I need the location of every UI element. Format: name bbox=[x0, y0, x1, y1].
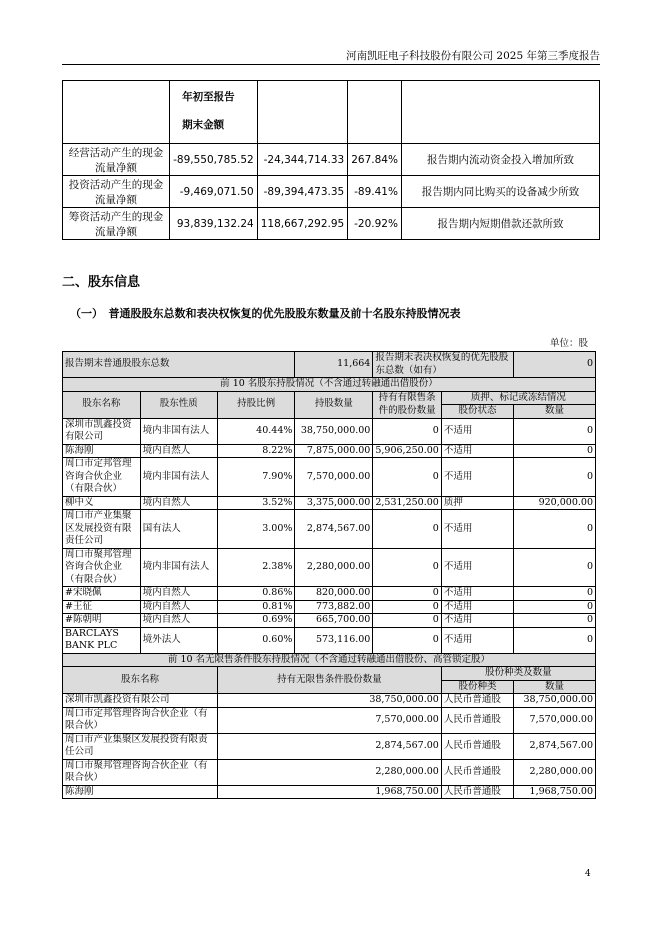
holder-restricted: 0 bbox=[373, 627, 441, 653]
holder-name: 周口市聚邦管理咨询合伙企业（有限合伙） bbox=[63, 548, 141, 587]
holder-ratio: 2.38% bbox=[217, 548, 295, 587]
cashflow-reason: 报告期内同比购买的设备减少所致 bbox=[401, 176, 599, 208]
holder-pledge-qty: 920,000.00 bbox=[514, 496, 596, 510]
holder-ratio: 3.00% bbox=[217, 510, 295, 549]
holder-status: 不适用 bbox=[441, 600, 513, 614]
table-row bbox=[63, 733, 596, 759]
holder-name: 深圳市凯鑫投资有限公司 bbox=[63, 418, 141, 444]
u-holder-qty: 2,280,000.00 bbox=[217, 759, 441, 785]
holder-qty: 665,700.00 bbox=[295, 614, 373, 628]
holder-nature: 境内自然人 bbox=[140, 600, 217, 614]
u-col-type-qty: 数量 bbox=[514, 680, 596, 694]
cashflow-item: 经营活动产生的现金流量净额 bbox=[63, 144, 170, 176]
cashflow-prior: -89,394,473.35 bbox=[257, 176, 348, 208]
holder-nature: 境内非国有法人 bbox=[140, 418, 217, 444]
cashflow-header-row bbox=[63, 81, 600, 144]
holder-restricted: 0 bbox=[373, 510, 441, 549]
col-ratio: 持股比例 bbox=[217, 391, 295, 418]
u-holder-type: 人民币普通股 bbox=[441, 733, 513, 759]
holder-qty: 573,116.00 bbox=[295, 627, 373, 653]
cashflow-reason: 报告期内短期借款还款所致 bbox=[401, 208, 599, 240]
holder-ratio: 0.60% bbox=[217, 627, 295, 653]
cashflow-table bbox=[62, 80, 600, 240]
holder-restricted: 0 bbox=[373, 587, 441, 601]
holder-nature: 境内自然人 bbox=[140, 444, 217, 458]
table-row bbox=[63, 548, 596, 587]
top10-title: 前 10 名股东持股情况（不含通过转融通出借股份） bbox=[63, 378, 596, 392]
holder-qty: 7,875,000.00 bbox=[295, 444, 373, 458]
pref-value: 0 bbox=[514, 352, 596, 378]
holder-status: 不适用 bbox=[441, 418, 513, 444]
pref-label: 报告期末表决权恢复的优先股股东总数（如有） bbox=[373, 352, 514, 378]
holder-status: 不适用 bbox=[441, 444, 513, 458]
u-holder-name: 周口市聚邦管理咨询合伙企业（有限合伙） bbox=[63, 759, 218, 785]
cashflow-prior: 118,667,292.95 bbox=[257, 208, 348, 240]
col-nature: 股东性质 bbox=[140, 391, 217, 418]
table-row bbox=[63, 444, 596, 458]
shareholders-table bbox=[62, 351, 596, 799]
u-holder-type: 人民币普通股 bbox=[441, 707, 513, 733]
holder-ratio: 0.81% bbox=[217, 600, 295, 614]
report-header: 河南凯旺电子科技股份有限公司 2025 年第三季度报告 bbox=[346, 50, 600, 62]
table-row bbox=[63, 614, 596, 628]
holder-qty: 38,750,000.00 bbox=[295, 418, 373, 444]
total-label: 报告期末普通股股东总数 bbox=[63, 352, 295, 378]
table-row bbox=[63, 600, 596, 614]
holder-pledge-qty: 0 bbox=[514, 548, 596, 587]
holder-qty: 773,882.00 bbox=[295, 600, 373, 614]
table-row bbox=[63, 694, 596, 708]
unrestricted-header bbox=[63, 667, 596, 681]
holder-status: 不适用 bbox=[441, 510, 513, 549]
u-holder-name: 周口市产业集聚区发展投资有限责任公司 bbox=[63, 733, 218, 759]
holder-qty: 2,874,567.00 bbox=[295, 510, 373, 549]
u-holder-type: 人民币普通股 bbox=[441, 785, 513, 799]
u-holder-type-qty: 2,874,567.00 bbox=[514, 733, 596, 759]
holder-name: 柳中义 bbox=[63, 496, 141, 510]
holder-ratio: 3.52% bbox=[217, 496, 295, 510]
holder-name: 陈海刚 bbox=[63, 444, 141, 458]
u-holder-name: 深圳市凯鑫投资有限公司 bbox=[63, 694, 218, 708]
header-rule bbox=[62, 64, 600, 65]
total-row bbox=[63, 352, 596, 378]
cashflow-change: -20.92% bbox=[348, 208, 402, 240]
holder-name: #陈朝明 bbox=[63, 614, 141, 628]
holder-nature: 境内自然人 bbox=[140, 496, 217, 510]
cashflow-change: 267.84% bbox=[348, 144, 402, 176]
col-name: 股东名称 bbox=[63, 391, 141, 418]
u-col-qty: 持有无限售条件股份数量 bbox=[217, 667, 441, 694]
table-row bbox=[63, 510, 596, 549]
table-row bbox=[63, 707, 596, 733]
table-row bbox=[63, 496, 596, 510]
holder-nature: 国有法人 bbox=[140, 510, 217, 549]
holder-pledge-qty: 0 bbox=[514, 614, 596, 628]
u-holder-name: 周口市定邦管理咨询合伙企业（有限合伙） bbox=[63, 707, 218, 733]
holder-status: 不适用 bbox=[441, 614, 513, 628]
table-row bbox=[63, 208, 600, 240]
u-holder-qty: 7,570,000.00 bbox=[217, 707, 441, 733]
table-row bbox=[63, 759, 596, 785]
col-pledge-group: 质押、标记或冻结情况 bbox=[441, 391, 595, 405]
holder-qty: 3,375,000.00 bbox=[295, 496, 373, 510]
col-qty: 持股数量 bbox=[295, 391, 373, 418]
holder-name: 周口市定邦管理咨询合伙企业（有限合伙） bbox=[63, 458, 141, 497]
u-holder-type-qty: 2,280,000.00 bbox=[514, 759, 596, 785]
unit-label: 单位：股 bbox=[549, 338, 588, 349]
holder-qty: 820,000.00 bbox=[295, 587, 373, 601]
col-restricted: 持有有限售条件的股份数量 bbox=[373, 391, 441, 418]
holder-restricted: 0 bbox=[373, 418, 441, 444]
holder-name: 周口市产业集聚区发展投资有限责任公司 bbox=[63, 510, 141, 549]
cashflow-current: -9,469,071.50 bbox=[170, 176, 258, 208]
u-holder-type: 人民币普通股 bbox=[441, 759, 513, 785]
cashflow-prior: -24,344,714.33 bbox=[257, 144, 348, 176]
cashflow-reason: 报告期内流动资金投入增加所致 bbox=[401, 144, 599, 176]
table-row bbox=[63, 144, 600, 176]
u-holder-qty: 38,750,000.00 bbox=[217, 694, 441, 708]
holder-nature: 境内自然人 bbox=[140, 614, 217, 628]
holder-nature: 境外法人 bbox=[140, 627, 217, 653]
table-row bbox=[63, 458, 596, 497]
table-row bbox=[63, 587, 596, 601]
holder-restricted: 0 bbox=[373, 458, 441, 497]
holder-nature: 境内非国有法人 bbox=[140, 548, 217, 587]
holder-name: #王征 bbox=[63, 600, 141, 614]
holder-name: BARCLAYS BANK PLC bbox=[63, 627, 141, 653]
u-col-name: 股东名称 bbox=[63, 667, 218, 694]
u-holder-name: 陈海刚 bbox=[63, 785, 218, 799]
holder-status: 不适用 bbox=[441, 627, 513, 653]
cashflow-change: -89.41% bbox=[348, 176, 402, 208]
holder-pledge-qty: 0 bbox=[514, 444, 596, 458]
holder-restricted: 5,906,250.00 bbox=[373, 444, 441, 458]
u-holder-type: 人民币普通股 bbox=[441, 694, 513, 708]
holder-pledge-qty: 0 bbox=[514, 587, 596, 601]
holder-pledge-qty: 0 bbox=[514, 600, 596, 614]
col-pledge-qty: 数量 bbox=[514, 405, 596, 419]
table-row bbox=[63, 418, 596, 444]
page-number: 4 bbox=[585, 869, 591, 879]
total-value: 11,664 bbox=[295, 352, 373, 378]
holder-restricted: 0 bbox=[373, 614, 441, 628]
holder-status: 不适用 bbox=[441, 548, 513, 587]
holder-restricted: 0 bbox=[373, 600, 441, 614]
cashflow-item: 筹资活动产生的现金流量净额 bbox=[63, 208, 170, 240]
table-row bbox=[63, 627, 596, 653]
section-subtitle: （一） 普通股股东总数和表决权恢复的优先股股东数量及前十名股东持股情况表 bbox=[70, 307, 461, 320]
holder-pledge-qty: 0 bbox=[514, 627, 596, 653]
holder-restricted: 2,531,250.00 bbox=[373, 496, 441, 510]
holder-nature: 境内非国有法人 bbox=[140, 458, 217, 497]
holder-restricted: 0 bbox=[373, 548, 441, 587]
holder-ratio: 8.22% bbox=[217, 444, 295, 458]
u-col-type-group: 股份种类及数量 bbox=[441, 667, 595, 681]
holder-ratio: 7.90% bbox=[217, 458, 295, 497]
u-holder-qty: 2,874,567.00 bbox=[217, 733, 441, 759]
table-row bbox=[63, 785, 596, 799]
u-holder-type-qty: 1,968,750.00 bbox=[514, 785, 596, 799]
u-col-type: 股份种类 bbox=[441, 680, 513, 694]
holder-status: 不适用 bbox=[441, 587, 513, 601]
unrestricted-title: 前 10 名无限售条件股东持股情况（不含通过转融通出借股份、高管锁定股） bbox=[63, 653, 596, 667]
holder-ratio: 0.86% bbox=[217, 587, 295, 601]
cashflow-current: 93,839,132.24 bbox=[170, 208, 258, 240]
u-holder-type-qty: 7,570,000.00 bbox=[514, 707, 596, 733]
holder-pledge-qty: 0 bbox=[514, 458, 596, 497]
shareholders-header bbox=[63, 391, 596, 405]
holder-pledge-qty: 0 bbox=[514, 418, 596, 444]
holder-name: #宋晓佩 bbox=[63, 587, 141, 601]
u-holder-type-qty: 38,750,000.00 bbox=[514, 694, 596, 708]
cashflow-item: 投资活动产生的现金流量净额 bbox=[63, 176, 170, 208]
holder-ratio: 40.44% bbox=[217, 418, 295, 444]
cashflow-header-label: 年初至报告 期末金额 bbox=[170, 81, 258, 144]
cashflow-current: -89,550,785.52 bbox=[170, 144, 258, 176]
table-row bbox=[63, 176, 600, 208]
col-status: 股份状态 bbox=[441, 405, 513, 419]
holder-status: 不适用 bbox=[441, 458, 513, 497]
holder-pledge-qty: 0 bbox=[514, 510, 596, 549]
holder-ratio: 0.69% bbox=[217, 614, 295, 628]
u-holder-qty: 1,968,750.00 bbox=[217, 785, 441, 799]
section-title: 二、股东信息 bbox=[62, 275, 141, 290]
holder-qty: 2,280,000.00 bbox=[295, 548, 373, 587]
holder-nature: 境内自然人 bbox=[140, 587, 217, 601]
holder-status: 质押 bbox=[441, 496, 513, 510]
holder-qty: 7,570,000.00 bbox=[295, 458, 373, 497]
